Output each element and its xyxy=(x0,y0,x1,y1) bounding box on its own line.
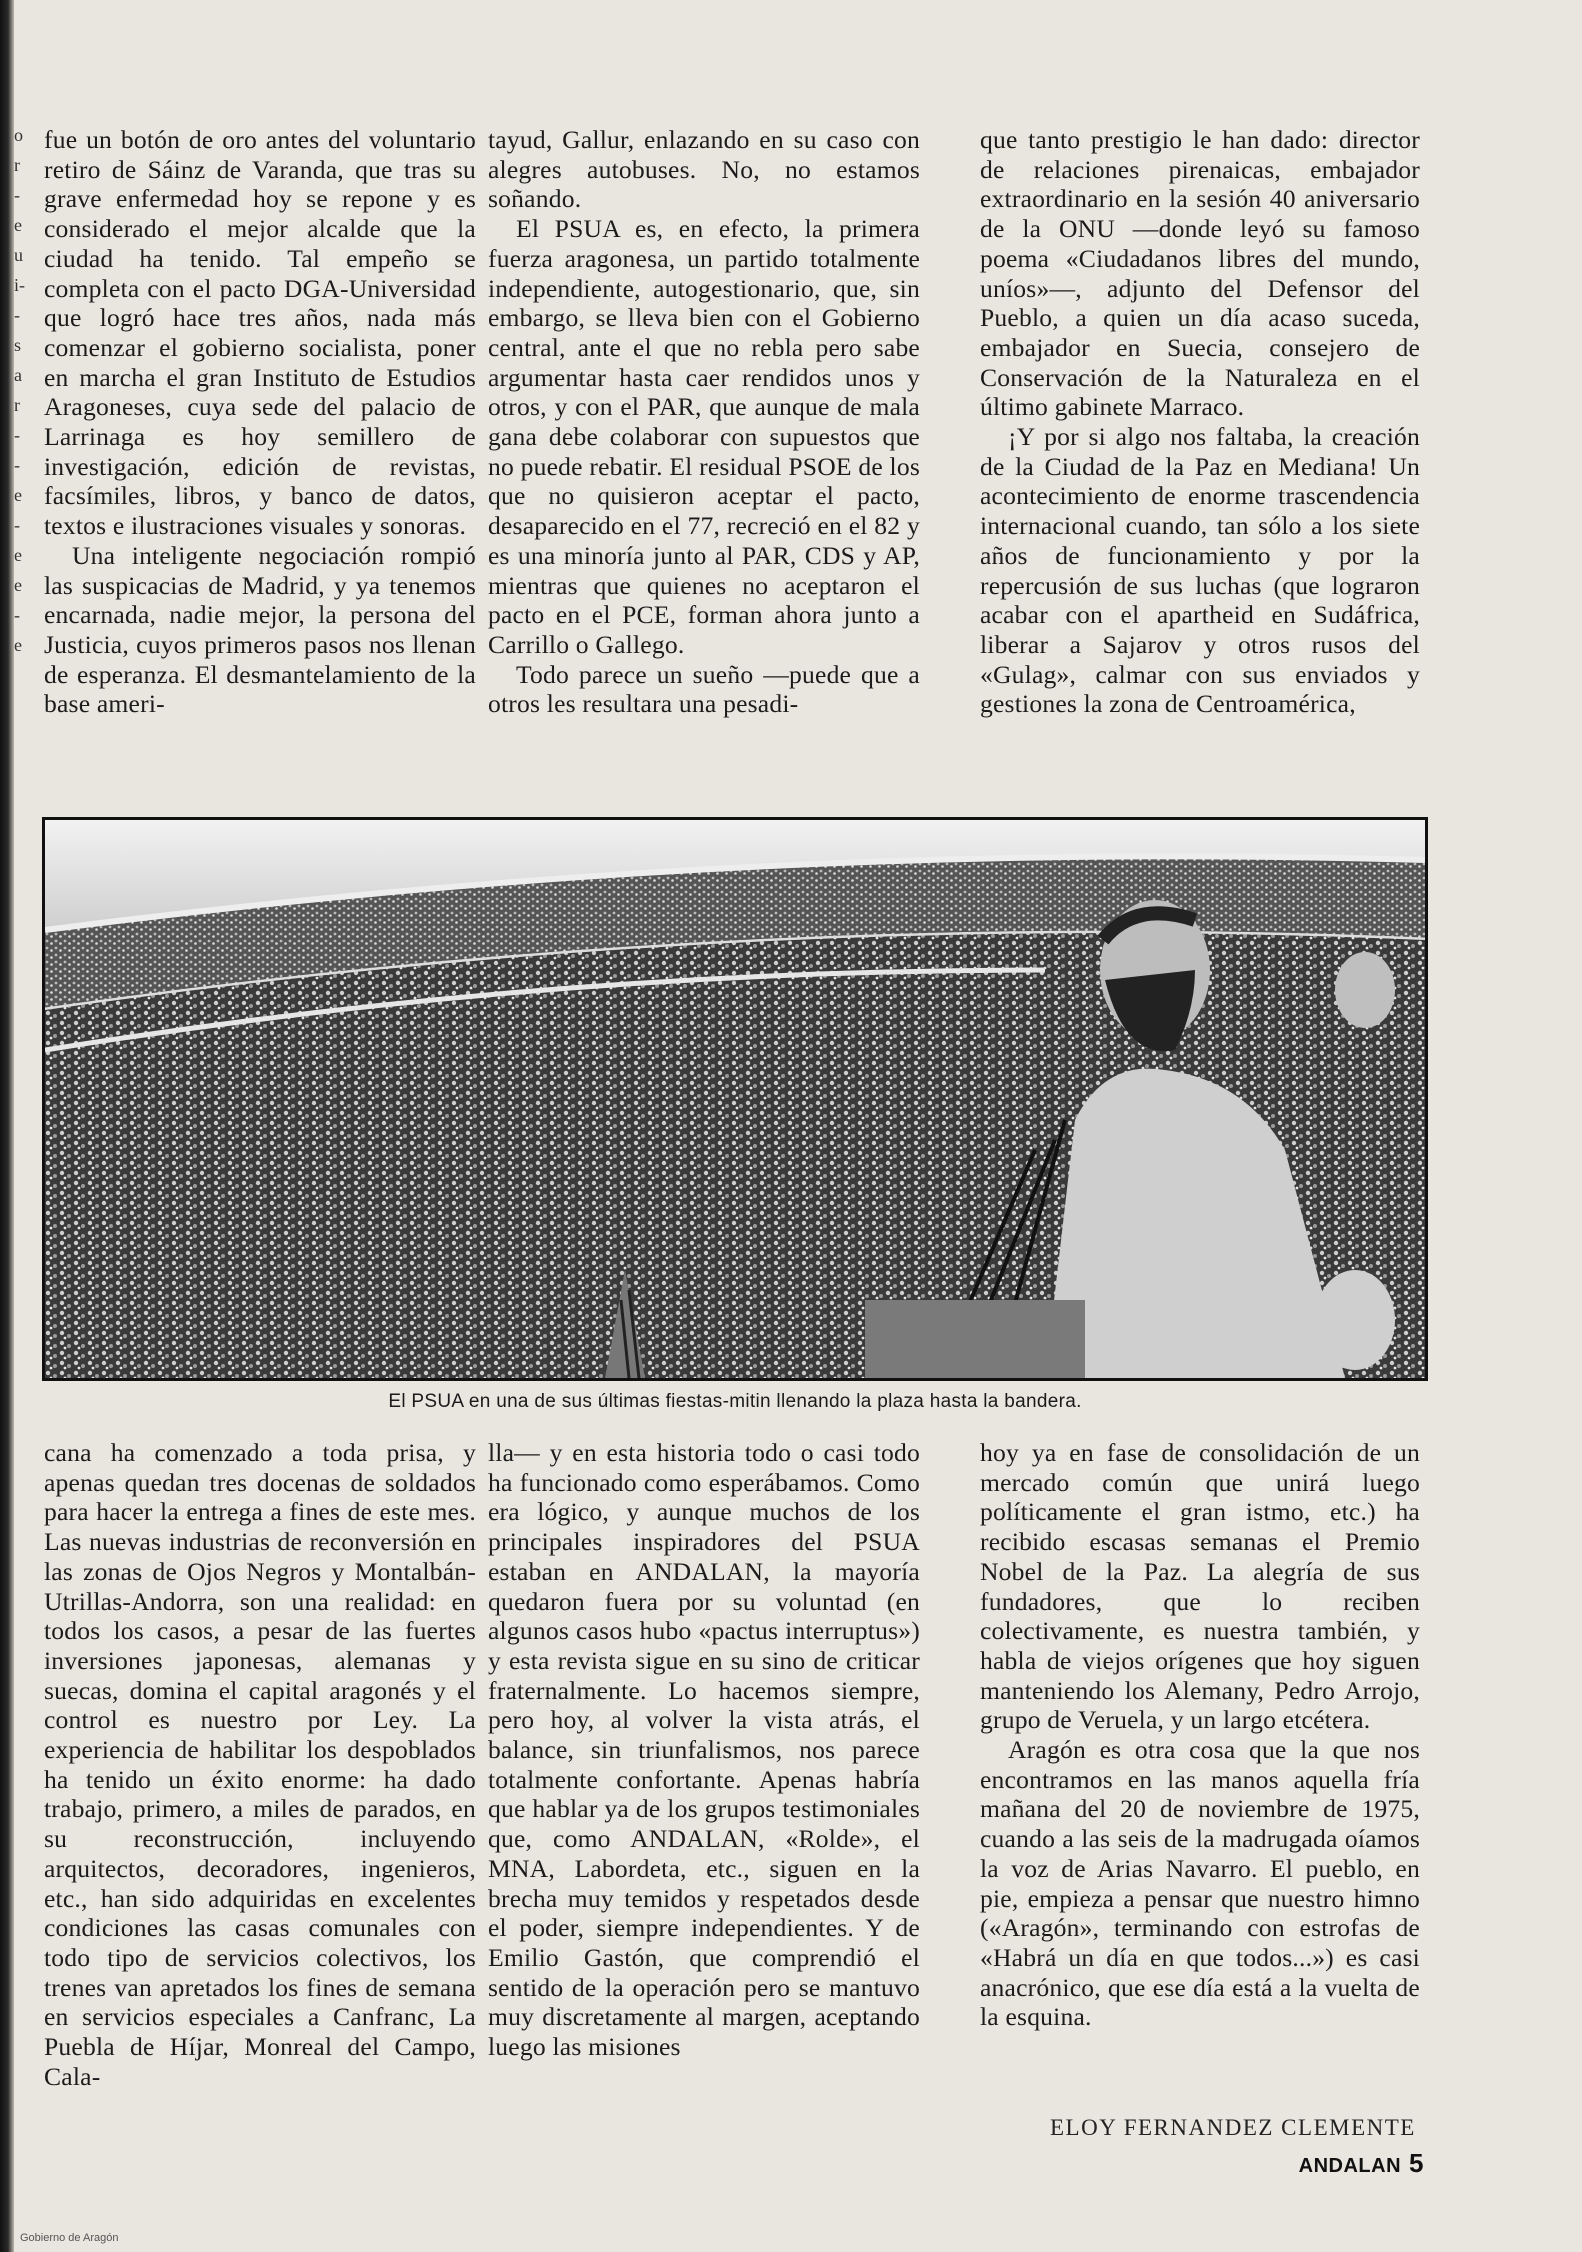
article-column-6 xyxy=(980,1438,1420,2032)
article-column-4 xyxy=(44,1438,476,2091)
paragraph: que tanto prestigio le han dado: director de relaciones pirenaicas, embajador extraordinario en la sesión 40 aniversario de la ONU —donde leyó su famoso poema «Ciudadanos libres del mundo, uníos»—, adjunto del Defensor del Pueblo, a quien un día acaso suceda, embajador en Suecia, consejero de Conservación de la Naturaleza en el último gabinete Marraco. xyxy=(980,125,1420,422)
paragraph: lla— y en esta historia todo o casi todo ha funcionado como esperábamos. Como era lógico, y aunque muchos de los principales inspiradores del PSUA estaban en ANDALAN, la mayoría quedaron fuera por su voluntad (en algunos casos hubo «pactus interruptus») y esta revista sigue en su sino de criticar fraternalmente. Lo hacemos siempre, pero hoy, al volver la vista atrás, el balance, sin triunfalismos, nos parece totalmente confortante. Apenas habría que hablar ya de los grupos testimoniales que, como ANDALAN, «Rolde», el MNA, Labordeta, etc., siguen en la brecha muy temidos y respetados desde el poder, siempre independientes. Y de Emilio Gastón, que comprendió el sentido de la operación pero se mantuvo muy discretamente al margen, aceptando luego las misiones xyxy=(488,1438,920,2062)
paragraph: Una inteligente negociación rompió las suspicacias de Madrid, y ya tenemos encarnada, nadie mejor, la persona del Justicia, cuyos primeros pasos nos llenan de esperanza. El desmantelamiento de la base ameri- xyxy=(44,540,476,719)
article-column-5 xyxy=(488,1438,920,2062)
paragraph: Todo parece un sueño —puede que a otros les resultara una pesadi- xyxy=(488,659,920,719)
paragraph: fue un botón de oro antes del voluntario retiro de Sáinz de Varanda, que tras su grave enfermedad hoy se repone y es considerado el mejor alcalde que la ciudad ha tenido. Tal empeño se completa con el pacto DGA-Universidad que logró hace tres años, nada más comenzar el gobierno socialista, poner en marcha el gran Instituto de Estudios Aragoneses, cuya sede del palacio de Larrinaga es hoy semillero de investigación, edición de revistas, facsímiles, libros, y banco de datos, textos e ilustraciones visuales y sonoras. xyxy=(44,125,476,541)
archive-watermark: Gobierno de Aragón xyxy=(20,2232,119,2244)
paragraph: Aragón es otra cosa que la que nos encontramos en las manos aquella fría mañana del 20 de noviembre de 1975, cuando a las seis de la madrugada oíamos la voz de Arias Navarro. El pueblo, en pie, empieza a pensar que nuestro himno («Aragón», terminando con estrofas de «Habrá un día en que todos...») es casi anacrónico, que ese día está a la vuelta de la esquina. xyxy=(980,1735,1420,2032)
paragraph: cana ha comenzado a toda prisa, y apenas quedan tres docenas de soldados para hacer la entrega a fines de este mes. Las nuevas industrias de reconversión en las zonas de Ojos Negros y Montalbán-Utrillas-Andorra, son una realidad: en todos los casos, a pesar de las fuertes inversiones japonesas, alemanas y suecas, domina el capital aragonés y el control es nuestro por Ley. La experiencia de habilitar los despoblados ha tenido un éxito enorme: ha dado trabajo, primero, a miles de parados, en su reconstrucción, incluyendo arquitectos, decoradores, ingenieros, etc., han sido adquiridas en excelentes condiciones las casas comunales con todo tipo de servicios colectivos, los trenes van apretados los fines de semana en servicios especiales a Canfranc, La Puebla de Híjar, Monreal del Campo, Cala- xyxy=(44,1438,476,2091)
page-binding-edge xyxy=(0,0,14,2252)
article-column-3 xyxy=(980,125,1420,719)
page-number: 5 xyxy=(1409,2148,1424,2178)
paragraph: hoy ya en fase de consolidación de un mercado común que unirá luego políticamente el gran istmo, etc.) ha recibido escasas semanas el Premio Nobel de la Paz. La alegría de sus fundadores, que lo reciben colectivamente, es nuestra también, y habla de viejos orígenes que hoy siguen manteniendo los Alemany, Pedro Arrojo, grupo de Veruela, y un largo etcétera. xyxy=(980,1438,1420,1735)
publication-name: ANDALAN xyxy=(1298,2155,1402,2177)
photo-caption: El PSUA en una de sus últimas fiestas-mitin llenando la plaza hasta la bandera. xyxy=(388,1391,1082,1412)
rally-photo xyxy=(42,817,1428,1381)
paragraph: ¡Y por si algo nos faltaba, la creación de la Ciudad de la Paz en Mediana! Un acontecimiento de enorme trascendencia internacional cuando, tan sólo a los siete años de funcionamiento y por la repercusión de sus luchas (que lograron acabar con el apartheid en Sudáfrica, liberar a Sajarov y otros rusos del «Gulag», calmar con sus enviados y gestiones la zona de Centroamérica, xyxy=(980,422,1420,719)
author-signature: ELOY FERNANDEZ CLEMENTE xyxy=(1050,2115,1416,2140)
adjacent-page-fragments: o r - e u i- - s a r - - e - e e - e xyxy=(14,125,25,655)
page-footer xyxy=(1299,2148,1424,2179)
paragraph: tayud, Gallur, enlazando en su caso con alegres autobuses. No, no estamos soñando. xyxy=(488,125,920,214)
article-column-2 xyxy=(488,125,920,719)
paragraph: El PSUA es, en efecto, la primera fuerza aragonesa, un partido totalmente independiente, autogestionario, que, sin embargo, se lleva bien con el Gobierno central, ante el que no rebla pero sabe argumentar hasta caer rendidos unos y otros, y con el PAR, que aunque de mala gana debe colaborar con supuestos que no puede rebatir. El residual PSOE de los que no quisieron aceptar el pacto, desaparecido en el 77, recreció en el 82 y es una minoría junto al PAR, CDS y AP, mientras que quienes no aceptaron el pacto en el PCE, forman ahora junto a Carrillo o Gallego. xyxy=(488,214,920,659)
article-column-1 xyxy=(44,125,476,719)
